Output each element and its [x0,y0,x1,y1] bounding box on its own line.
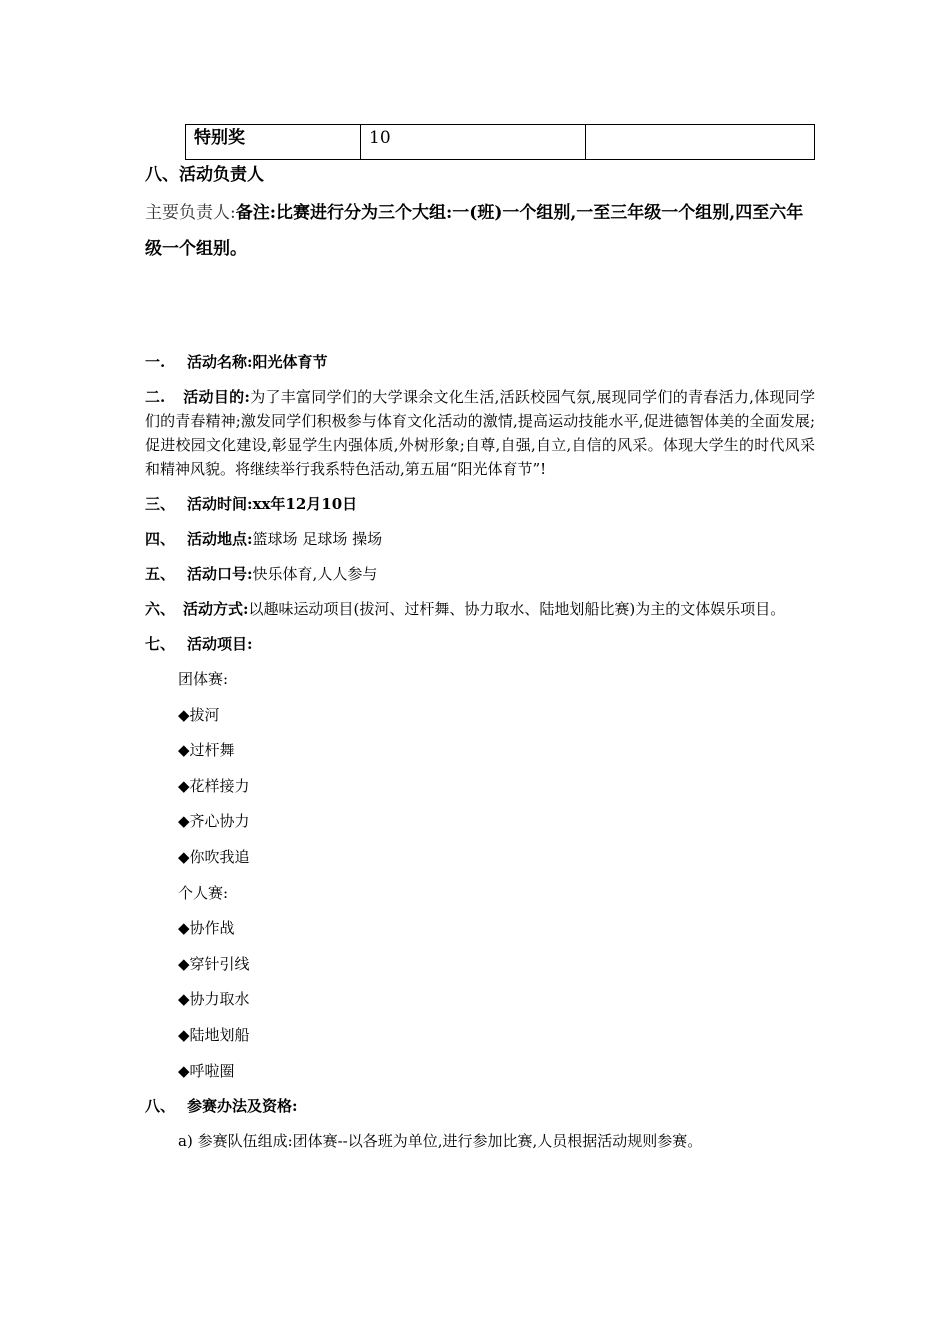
section-label: 活动时间:xx年12月10日 [187,495,358,513]
section-number: 五、 [145,565,176,583]
section-number: 一. [145,353,166,371]
table-cell-award: 特别奖 [186,125,361,160]
team-title: 团体赛: [178,670,229,688]
section-7 [145,632,815,656]
individual-title: 个人赛: [178,883,229,902]
table-cell-empty [586,125,815,160]
list-item: ◆ 协作战 [178,916,815,940]
list-item: ◆ 陆地划船 [178,1023,815,1047]
section-number: 三、 [145,495,176,513]
section-4 [145,527,815,551]
section-number: 二. [145,388,166,406]
section-label: 活动地点: [187,530,253,548]
section-2 [145,385,815,481]
table-cell-count: 10 [361,125,586,160]
note-paragraph [145,195,820,267]
section-6 [145,597,815,621]
section-text: 快乐体育,人人参与 [252,565,378,583]
document-body [145,350,815,1153]
list-item: ◆ 你吹我追 [178,845,815,869]
section-3 [145,492,815,516]
list-item: ◆ 协力取水 [178,987,815,1011]
list-item: ◆ 拔河 [178,703,815,727]
section-label: 活动口号: [187,565,253,583]
list-item: ◆ 过杆舞 [178,738,815,762]
section-label: 活动名称:阳光体育节 [187,353,328,371]
note-text: 备注:比赛进行分为三个大组:一(班)一个组别,一至三年级一个组别,四至六年级一个组别。 [145,203,804,259]
section-number: 八、 [145,1097,176,1116]
section-number: 四、 [145,530,176,548]
section-number: 七、 [145,635,176,653]
section-label: 活动方式: [183,600,249,618]
list-item: ◆ 穿针引线 [178,952,815,976]
list-item: ◆ 花样接力 [178,774,815,798]
section-heading-organizer: 八、活动负责人 [145,165,264,185]
item-a: a) 参赛队伍组成:团体赛--以各班为单位,进行参加比赛,人员根据活动规则参赛。 [178,1132,703,1151]
list-item: ◆ 齐心协力 [178,809,815,833]
note-lead: 主要负责人: [145,203,236,223]
section-text: 以趣味运动项目(拔河、过杆舞、协力取水、陆地划船比赛)为主的文体娱乐项目。 [248,600,786,618]
section-label: 活动目的: [183,388,250,406]
section-1 [145,350,815,374]
section-5 [145,562,815,586]
prize-table [185,124,815,160]
section-8b [145,1094,815,1118]
section-text: 篮球场 足球场 操场 [252,530,383,548]
section-label: 参赛办法及资格: [187,1097,298,1116]
section-label: 活动项目: [187,635,253,653]
list-item: ◆ 呼啦圈 [178,1059,815,1083]
section-text: 为了丰富同学们的大学课余文化生活,活跃校园气氛,展现同学们的青春活力,体现同学们的青春精神;激发同学们积极参与体育文化活动的激情,提高运动技能水平,促进德智体美的全面发展;促进校园文化建设,彰显学生内强体质,外树形象;自尊,自强,自立,自信的风采。体现大学生的时代风采和精神风貌。将继续举行我系特色活动,第五届“阳光体育节”! [145,388,815,478]
section-number: 六、 [145,600,176,618]
table-row [186,125,815,160]
